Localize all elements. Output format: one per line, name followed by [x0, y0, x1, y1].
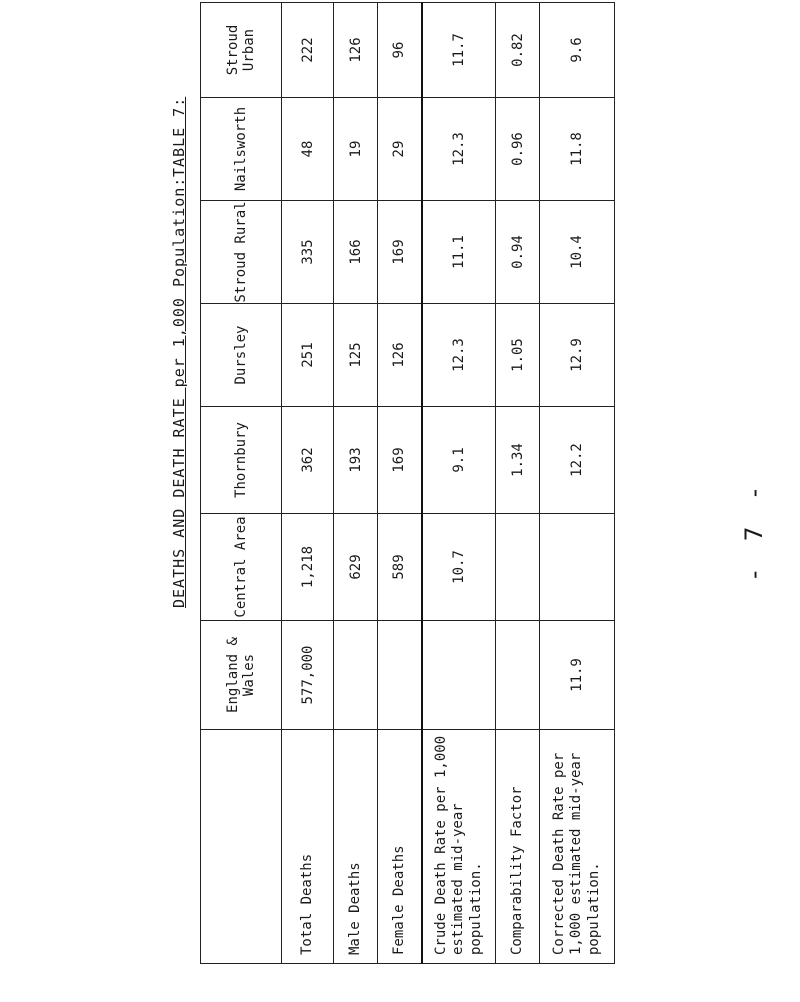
heading: [0, 0, 200, 1002]
cell: 11.7: [422, 3, 496, 98]
cell: [422, 621, 496, 730]
cell: 11.8: [540, 98, 615, 201]
cell: 125: [334, 304, 378, 407]
row-label: Female Deaths: [378, 730, 422, 964]
table-row: [540, 3, 615, 964]
col-header-thornbury: Thornbury: [201, 407, 282, 514]
row-label: Total Deaths: [282, 730, 334, 964]
cell: [496, 514, 540, 621]
table-row: [282, 3, 334, 964]
col-header-nailsworth: Nailsworth: [201, 98, 282, 201]
header-row: [201, 3, 282, 964]
corner-cell: [201, 730, 282, 964]
cell: 1.34: [496, 407, 540, 514]
cell: 10.7: [422, 514, 496, 621]
table-row: [422, 3, 496, 964]
cell: 10.4: [540, 201, 615, 304]
table-label: TABLE 7:: [170, 96, 188, 177]
col-header-stroud-urban: Stroud Urban: [201, 3, 282, 98]
cell: 12.3: [422, 304, 496, 407]
col-header-dursley: Dursley: [201, 304, 282, 407]
cell: 166: [334, 201, 378, 304]
cell: 1,218: [282, 514, 334, 621]
cell: 12.3: [422, 98, 496, 201]
cell: 11.1: [422, 201, 496, 304]
cell: 11.9: [540, 621, 615, 730]
cell: 12.2: [540, 407, 615, 514]
col-header-stroud-rural: Stroud Rural: [201, 201, 282, 304]
cell: 629: [334, 514, 378, 621]
page-title: DEATHS AND DEATH RATE per 1,000 Population:: [170, 176, 188, 608]
cell: 577,000: [282, 621, 334, 730]
cell: 0.96: [496, 98, 540, 201]
cell: 335: [282, 201, 334, 304]
cell: 362: [282, 407, 334, 514]
cell: [378, 621, 422, 730]
row-label: Male Deaths: [334, 730, 378, 964]
cell: 9.6: [540, 3, 615, 98]
cell: 0.94: [496, 201, 540, 304]
death-rate-table: [200, 2, 615, 964]
table-row: [378, 3, 422, 964]
cell: 19: [334, 98, 378, 201]
cell: 9.1: [422, 407, 496, 514]
cell: 126: [334, 3, 378, 98]
table-row: [496, 3, 540, 964]
cell: 169: [378, 407, 422, 514]
col-header-england-wales: England & Wales: [201, 621, 282, 730]
col-header-central-area: Central Area: [201, 514, 282, 621]
cell: 29: [378, 98, 422, 201]
cell: 251: [282, 304, 334, 407]
cell: 96: [378, 3, 422, 98]
cell: 126: [378, 304, 422, 407]
table-row: [334, 3, 378, 964]
cell: [540, 514, 615, 621]
cell: 48: [282, 98, 334, 201]
row-label: Crude Death Rate per 1,000 estimated mid-year population.: [422, 730, 496, 964]
cell: 1.05: [496, 304, 540, 407]
cell: 12.9: [540, 304, 615, 407]
cell: 222: [282, 3, 334, 98]
cell: [334, 621, 378, 730]
row-label: Corrected Death Rate per 1,000 estimated mid-year population.: [540, 730, 615, 964]
cell: 169: [378, 201, 422, 304]
cell: [496, 621, 540, 730]
cell: 0.82: [496, 3, 540, 98]
page-number: - 7 -: [740, 479, 768, 582]
row-label: Comparability Factor: [496, 730, 540, 964]
cell: 589: [378, 514, 422, 621]
cell: 193: [334, 407, 378, 514]
